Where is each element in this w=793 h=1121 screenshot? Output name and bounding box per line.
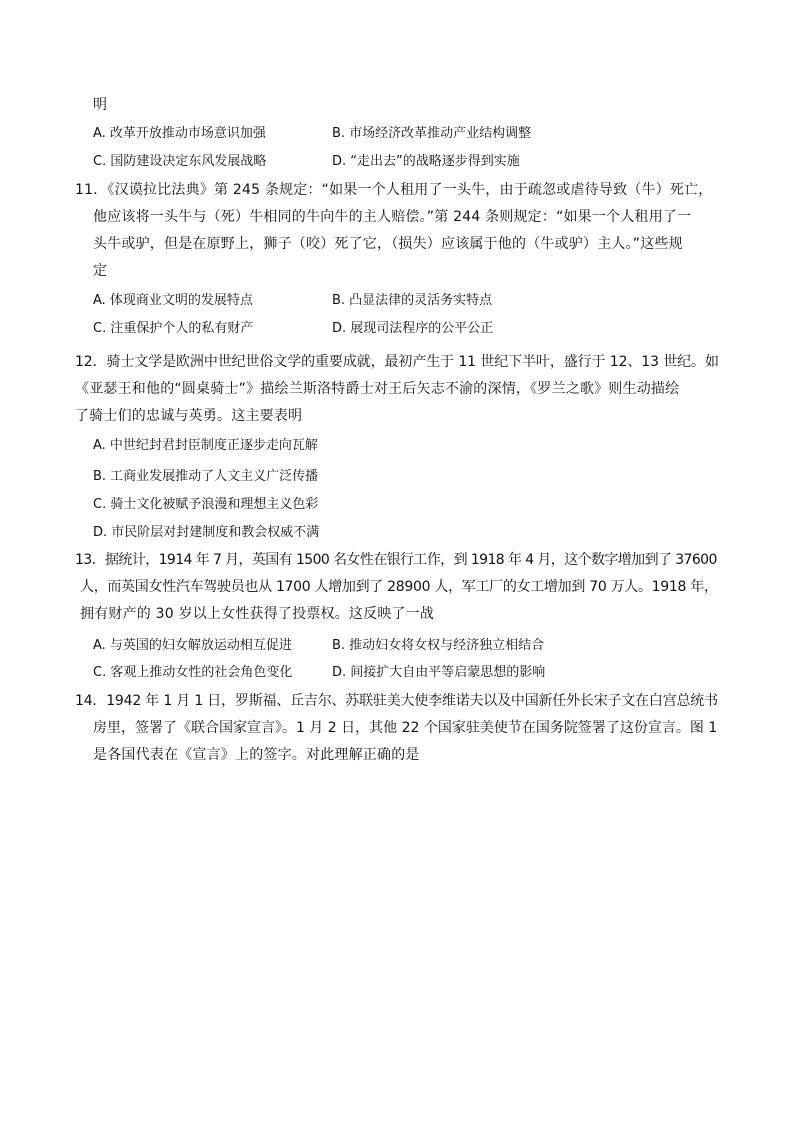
q12-stem-line-3: 了骑士们的忠诚与英勇。这主要表明 (75, 408, 303, 424)
q11-option-d[interactable]: D. 展现司法程序的公平公正 (332, 321, 494, 336)
q10-option-b[interactable]: B. 市场经济改革推动产业结构调整 (332, 126, 532, 141)
q11-option-a[interactable]: A. 体现商业文明的发展特点 (93, 293, 253, 308)
q11-stem-line-1: 11．《汉谟拉比法典》第 245 条规定：“如果一个人租用了一头牛，由于疏忽或虐待导致（牛）死亡， (75, 182, 713, 198)
q12-stem-line-2: 《亚瑟王和他的“圆桌骑士”》描绘兰斯洛特爵士对王后矢志不渝的深情，《罗兰之歌》则生动描绘 (75, 381, 680, 397)
q11-stem-line-2: 他应该将一头牛与（死）牛相同的牛向牛的主人赔偿。”第 244 条则规定：“如果一个人租用了一 (93, 209, 692, 225)
q13-stem-line-1: 13．据统计，1914 年 7 月，英国有 1500 名女性在银行工作，到 1918 年 4 月，这个数字增加到了 37600 (75, 552, 717, 568)
q14-stem-line-1: 14．1942 年 1 月 1 日，罗斯福、丘吉尔、苏联驻美大使李维诺夫以及中国新任外长宋子文在白宫总统书 (75, 693, 718, 709)
q12-option-d[interactable]: D. 市民阶层对封建制度和教会权威不满 (93, 525, 320, 540)
q11-stem-line-4: 定 (93, 263, 108, 279)
q14-stem-line-3: 是各国代表在《宣言》上的签字。对此理解正确的是 (93, 747, 420, 763)
q13-stem-line-2: 人，而英国女性汽车驾驶员也从 1700 人增加到了 28900 人，军工厂的女工增加到 70 万人。1918 年， (80, 579, 718, 595)
q11-stem-line-3: 头牛或驴，但是在原野上，狮子（咬）死了它，（损失）应该属于他的（牛或驴）主人。”这些规 (93, 236, 683, 252)
q13-option-a[interactable]: A. 与英国的妇女解放运动相互促进 (93, 638, 292, 653)
q10-option-a[interactable]: A. 改革开放推动市场意识加强 (93, 126, 266, 141)
q10-option-d[interactable]: D. “走出去”的战略逐步得到实施 (332, 154, 520, 169)
q12-option-a[interactable]: A. 中世纪封君封臣制度正逐步走向瓦解 (93, 438, 318, 453)
q14-stem-line-2: 房里，签署了《联合国家宣言》。1 月 2 日，其他 22 个国家驻美使节在国务院签署了这份宣言。图 1 (93, 720, 718, 736)
q13-option-d[interactable]: D. 间接扩大自由平等启蒙思想的影响 (332, 665, 546, 680)
q12-stem-line-1: 12．骑士文学是欧洲中世纪世俗文学的重要成就，最初产生于 11 世纪下半叶，盛行于 12、13 世纪。如 (75, 354, 719, 370)
q13-option-b[interactable]: B. 推动妇女将女权与经济独立相结合 (332, 638, 545, 653)
q12-option-c[interactable]: C. 骑士文化被赋予浪漫和理想主义色彩 (93, 497, 319, 512)
q11-option-c[interactable]: C. 注重保护个人的私有财产 (93, 321, 254, 336)
q10-continuation: 明 (93, 97, 108, 113)
q12-option-b[interactable]: B. 工商业发展推动了人文主义广泛传播 (93, 469, 319, 484)
q10-option-c[interactable]: C. 国防建设决定东风发展战略 (93, 154, 267, 169)
q11-option-b[interactable]: B. 凸显法律的灵活务实特点 (332, 293, 493, 308)
q13-option-c[interactable]: C. 客观上推动女性的社会角色变化 (93, 665, 293, 680)
q13-stem-line-3: 拥有财产的 30 岁以上女性获得了投票权。这反映了一战 (80, 606, 435, 622)
